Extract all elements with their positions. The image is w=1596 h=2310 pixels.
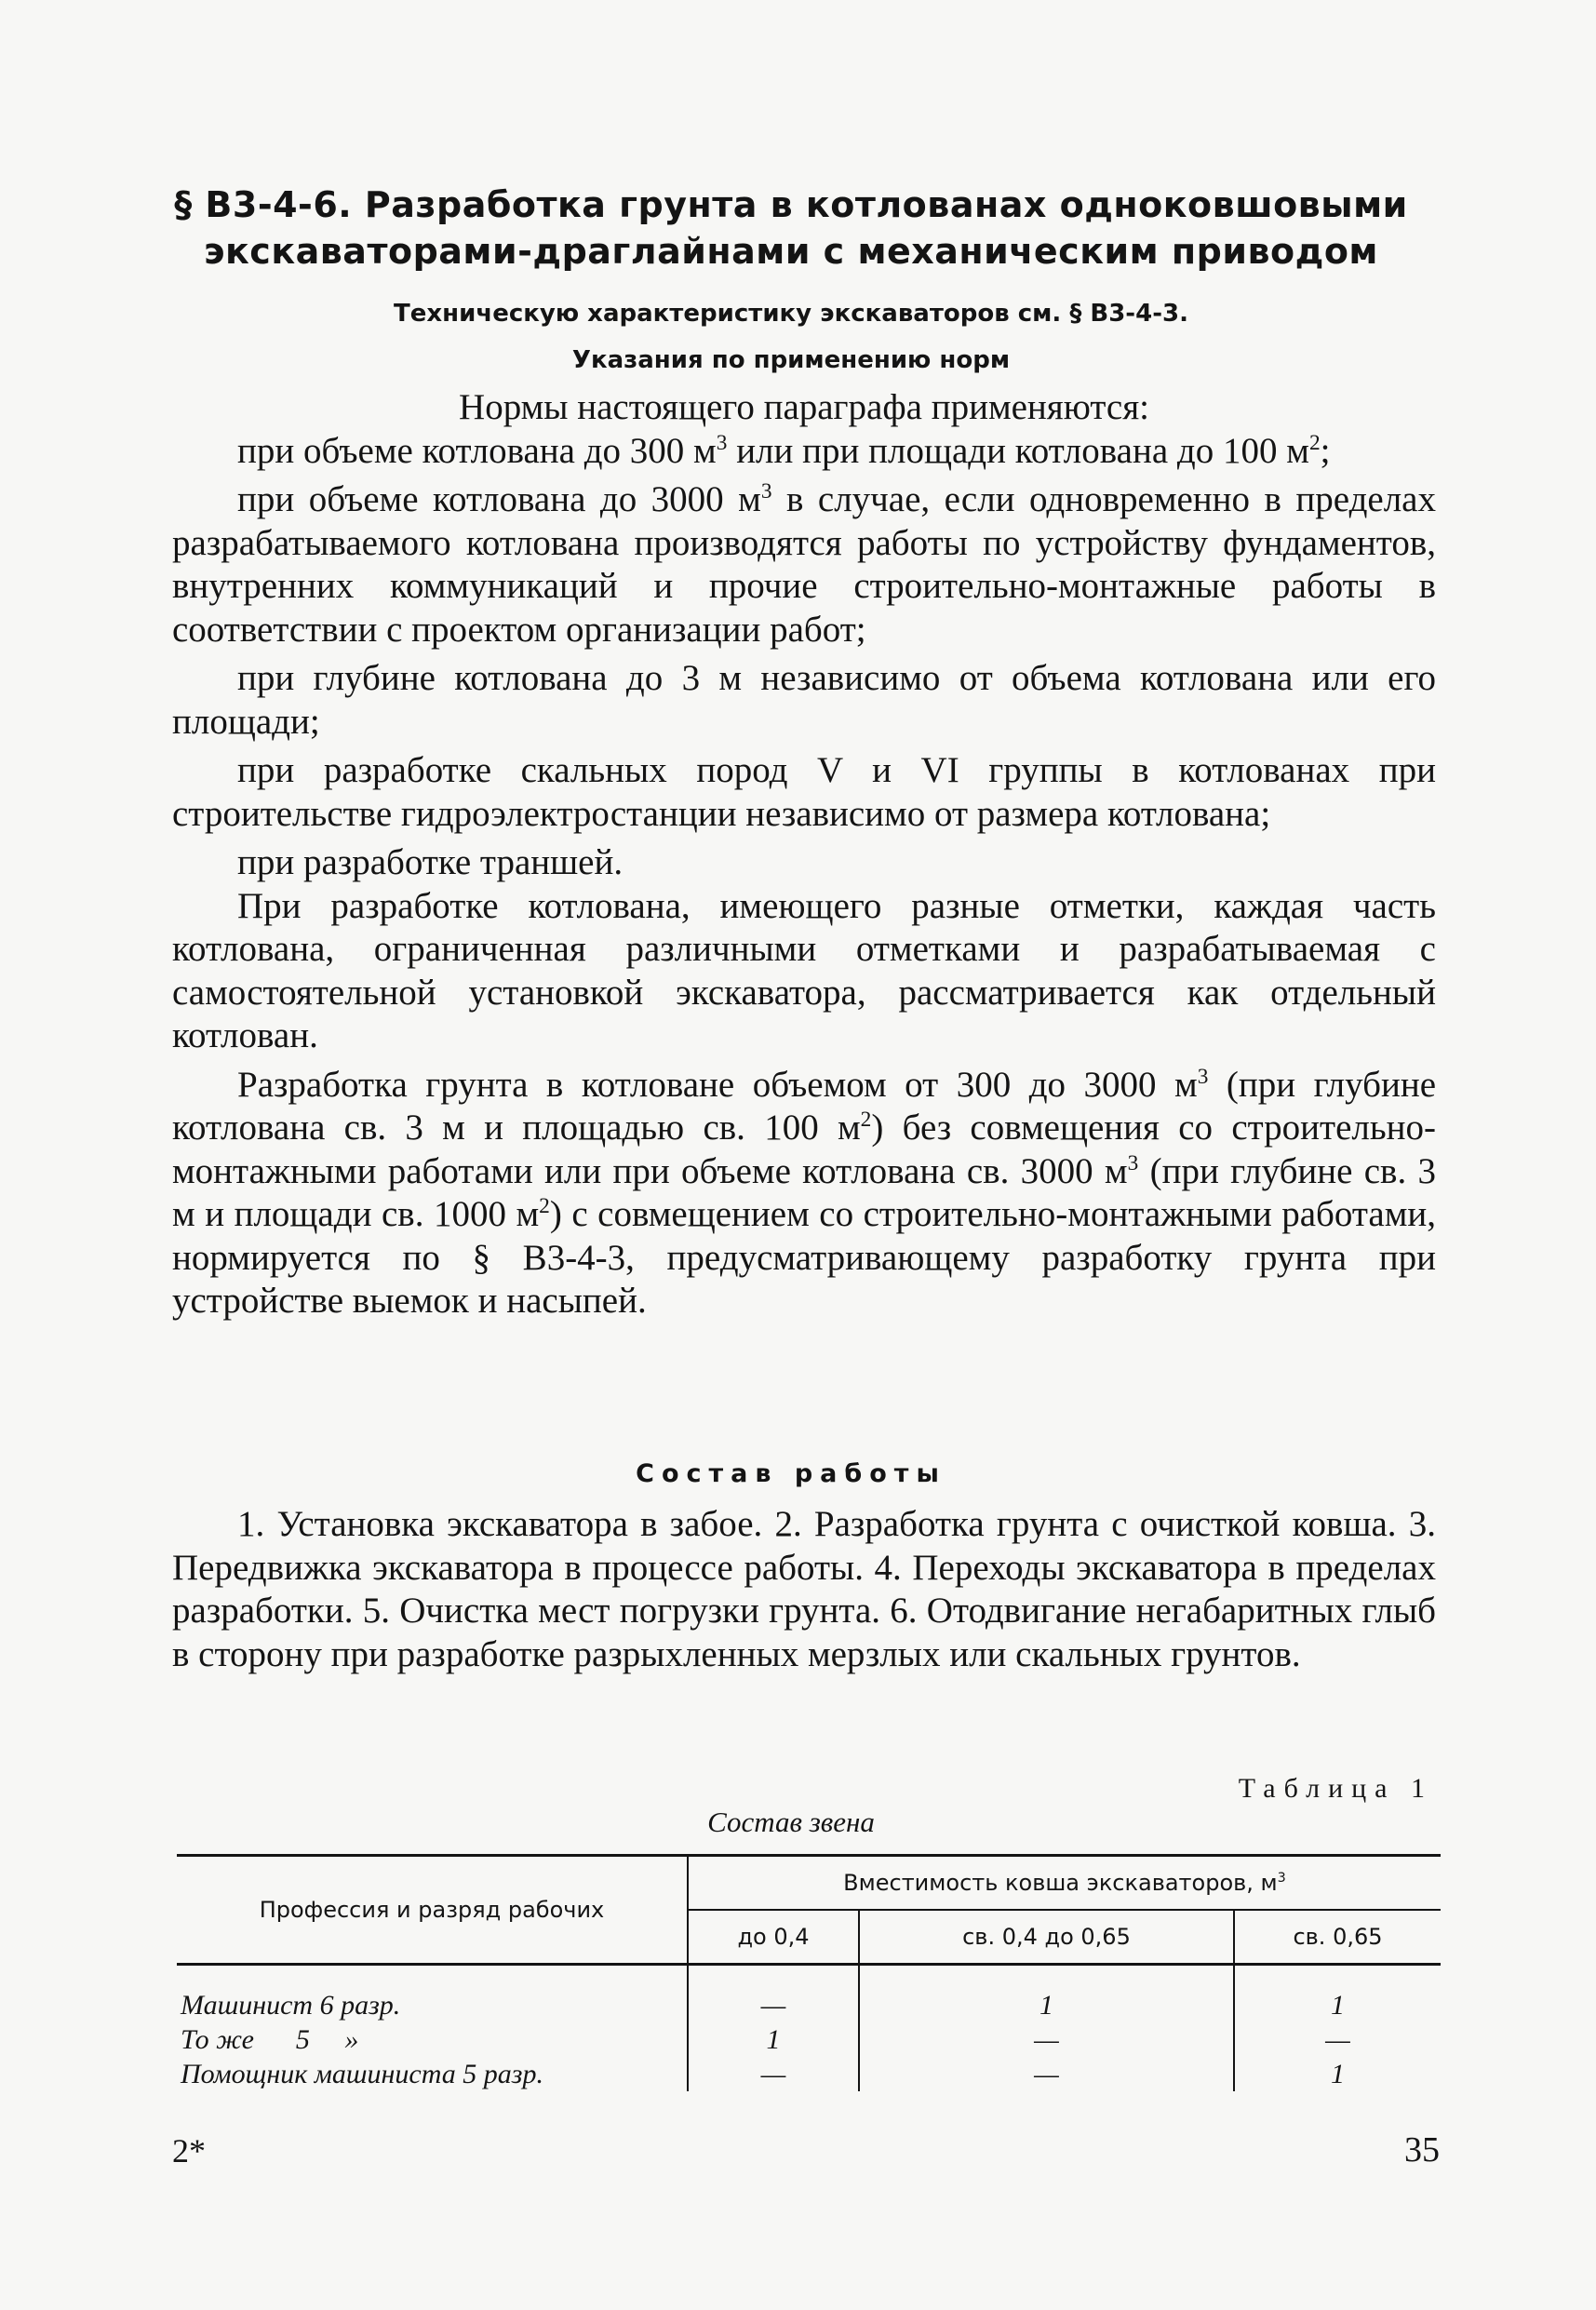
- section-heading: [140, 181, 1442, 275]
- header-profession: Профессия и разряд рабочих: [177, 1856, 688, 1965]
- signature-mark: 2*: [172, 2132, 206, 2169]
- row-value: —: [859, 2022, 1234, 2057]
- row-value: 1: [1331, 2059, 1345, 2089]
- row-value: —: [859, 2057, 1234, 2091]
- table-row: [177, 2022, 1441, 2057]
- table-row: [177, 1965, 1441, 2023]
- tech-reference-note: Техническую характеристику экскаваторов см. § В3-4-3.: [394, 300, 1188, 328]
- norms-body: [172, 386, 1436, 1323]
- condition-1: при объеме котлована до 300 $м^3$ или при площади котлована до 100 $м^2$;: [237, 430, 1331, 471]
- table-row: [177, 2057, 1441, 2091]
- row-profession: Помощник машиниста 5 разр.: [177, 2057, 688, 2091]
- condition-5: при разработке траншей.: [237, 842, 624, 882]
- row-value: —: [1325, 2024, 1350, 2055]
- paragraph-reference: Разработка грунта в котловане объемом от 300 до 3000 $м^3$ (при глубине котлована св. 3 м и площадью св. 100 $м^2$) без совмещения со строительно-монтажными работами или при объеме котлована св. 3000 $м^3$ (при глубине св. 3 м и площади св. 1000 $м^2$) с совмещением со строительно-монтажными работами, нормируется по § В3-4-3, предусматривающему разработку грунта при устройстве выемок и насыпей.: [172, 1064, 1437, 1321]
- work-composition-body: [172, 1503, 1436, 1676]
- row-profession: Машинист 6 разр.: [177, 1965, 688, 2023]
- row-value: 1: [859, 1965, 1234, 2023]
- header-bucket-capacity: Вместимость ковша экскаваторов, $м^3$: [688, 1856, 1441, 1911]
- page-number: 35: [1404, 2130, 1440, 2169]
- crew-table: [177, 1854, 1441, 2091]
- intro-line: Нормы настоящего параграфа применяются:: [459, 387, 1149, 427]
- table-number: Таблица 1: [1238, 1773, 1433, 1804]
- heading-line-1: § В3-4-6. Разработка грунта в котлованах одноковшовыми: [174, 184, 1408, 225]
- condition-3: при глубине котлована до 3 м независимо от объема котлована или его площади;: [172, 658, 1436, 742]
- heading-line-2: экскаваторами-драглайнами с механическим приводом: [203, 231, 1378, 272]
- condition-4: при разработке скальных пород V и VI группы в котлованах при строительстве гидроэлектростанции независимо от размера котлована;: [172, 750, 1436, 834]
- row-value: 1: [766, 2024, 781, 2055]
- table-title: Состав звена: [707, 1806, 875, 1838]
- row-profession: То же 5 »: [177, 2022, 688, 2057]
- work-composition-title: Состав работы: [636, 1459, 946, 1488]
- paragraph-separate-pits: При разработке котлована, имеющего разные отметки, каждая часть котлована, ограниченная различными отметками и разрабатываемая с самостоятельной установкой экскаватора, рассматривается как отдельный котлован.: [172, 885, 1436, 1055]
- header-sub-2: св. 0,4 до 0,65: [859, 1910, 1234, 1965]
- header-sub-3: св. 0,65: [1234, 1910, 1441, 1965]
- work-composition-text: 1. Установка экскаватора в забое. 2. Разработка грунта с очисткой ковша. 3. Передвижка экскаватора в процессе работы. 4. Переходы экскаватора в пределах разработки. 5. Очистка мест погрузки грунта. 6. Отодвигание негабаритных глыб в сторону при разработке разрыхленных мерзлых или скальных грунтов.: [172, 1504, 1436, 1674]
- condition-2: при объеме котлована до 3000 $м^3$ в случае, если одновременно в пределах разрабатываемого котлована производятся работы по устройству фундаментов, внутренних коммуникаций и прочие строительно-монтажные работы в соответствии с проектом организации работ;: [172, 479, 1436, 650]
- row-value: 1: [1331, 1990, 1345, 2021]
- row-value: —: [760, 1990, 786, 2021]
- header-sub-1: до 0,4: [688, 1910, 859, 1965]
- usage-title: Указания по применению норм: [571, 346, 1011, 374]
- row-value: —: [760, 2059, 786, 2089]
